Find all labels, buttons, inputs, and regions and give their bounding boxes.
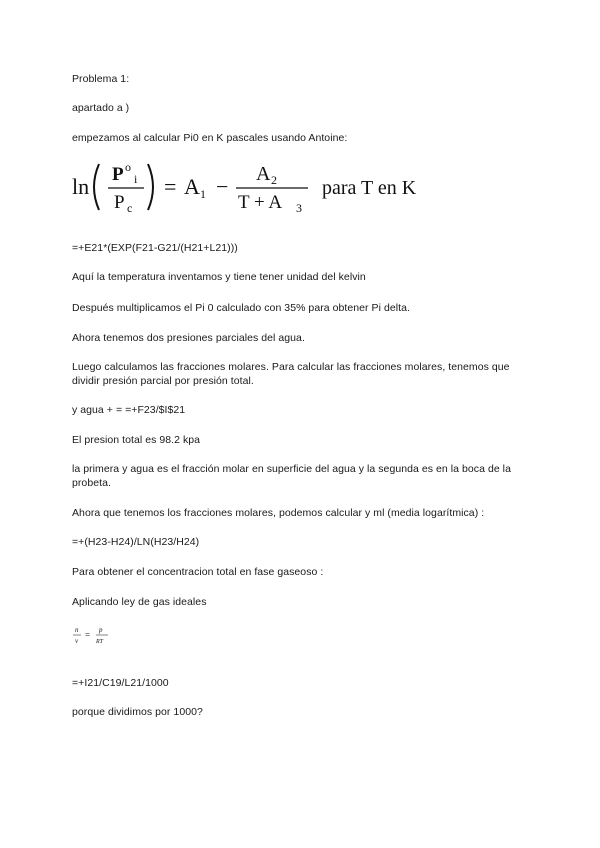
eq-minus: − (216, 174, 229, 199)
eq-a2-sub: 2 (271, 173, 277, 187)
question-1000: porque dividimos por 1000? (72, 706, 203, 718)
intro-paragraph: empezamos al calcular Pi0 en K pascales usando Antoine: (72, 132, 348, 144)
eq-right-paren (148, 164, 153, 210)
frac-n: n (75, 626, 79, 634)
eq-den-p: P (114, 192, 125, 213)
section-label: apartado a ) (72, 102, 130, 114)
eq-num-sup: o (125, 160, 131, 174)
frac-v: v (75, 637, 79, 645)
paragraph-concentracion: Para obtener el concentracion total en fase gaseoso : (72, 566, 324, 578)
paragraph-multiply: Después multiplicamos el Pi 0 calculado con 35% para obtener Pi delta. (72, 302, 410, 314)
paragraph-presiones: Ahora tenemos dos presiones parciales del agua. (72, 332, 305, 344)
paragraph-primera: la primera y agua es el fracción molar en superficie del agua y la segunda es en la boca de la probeta. (72, 463, 511, 489)
eq-a2: A (256, 163, 271, 185)
paragraph-ley-gas: Aplicando ley de gas ideales (72, 596, 207, 608)
antoine-equation (72, 158, 442, 216)
eq-den-sub: c (127, 201, 133, 215)
frac-p: p (99, 626, 103, 634)
paragraph-ahora: Ahora que tenemos los fracciones molares, podemos calcular y ml (media logarítmica) : (72, 507, 485, 519)
paragraph-presion-total: El presion total es 98.2 kpa (72, 434, 201, 446)
eq-a1-sub: 1 (200, 187, 206, 201)
formula-antoine: =+E21*(EXP(F21-G21/(H21+L21))) (72, 242, 238, 254)
paragraph-temperature: Aquí la temperatura inventamos y tiene tener unidad del kelvin (72, 271, 366, 283)
eq-a3-sub: 3 (296, 201, 302, 215)
formula-media-log: =+(H23-H24)/LN(H23/H24) (72, 536, 200, 548)
eq-ln: ln (72, 174, 90, 199)
eq-left-paren (94, 164, 99, 210)
eq-condition: para T en K (322, 177, 417, 199)
frac-equals: = (85, 630, 91, 640)
eq-num-sub: i (134, 172, 138, 186)
eq-num-p: P (112, 164, 124, 185)
eq-a1: A (184, 174, 200, 199)
frac-rt: RT (96, 639, 104, 645)
eq-t-plus: T + A (238, 192, 283, 213)
problem-title: Problema 1: (72, 73, 130, 85)
formula-y-agua: y agua + = =+F23/$I$21 (72, 404, 186, 416)
paragraph-fracciones: Luego calculamos las fracciones molares. Para calcular las fracciones molares, tenemos que dividir presión parcial por presión total. (72, 361, 510, 387)
formula-concentracion: =+I21/C19/L21/1000 (72, 677, 169, 689)
ideal-gas-fraction (72, 624, 122, 646)
eq-equals: = (164, 174, 177, 199)
